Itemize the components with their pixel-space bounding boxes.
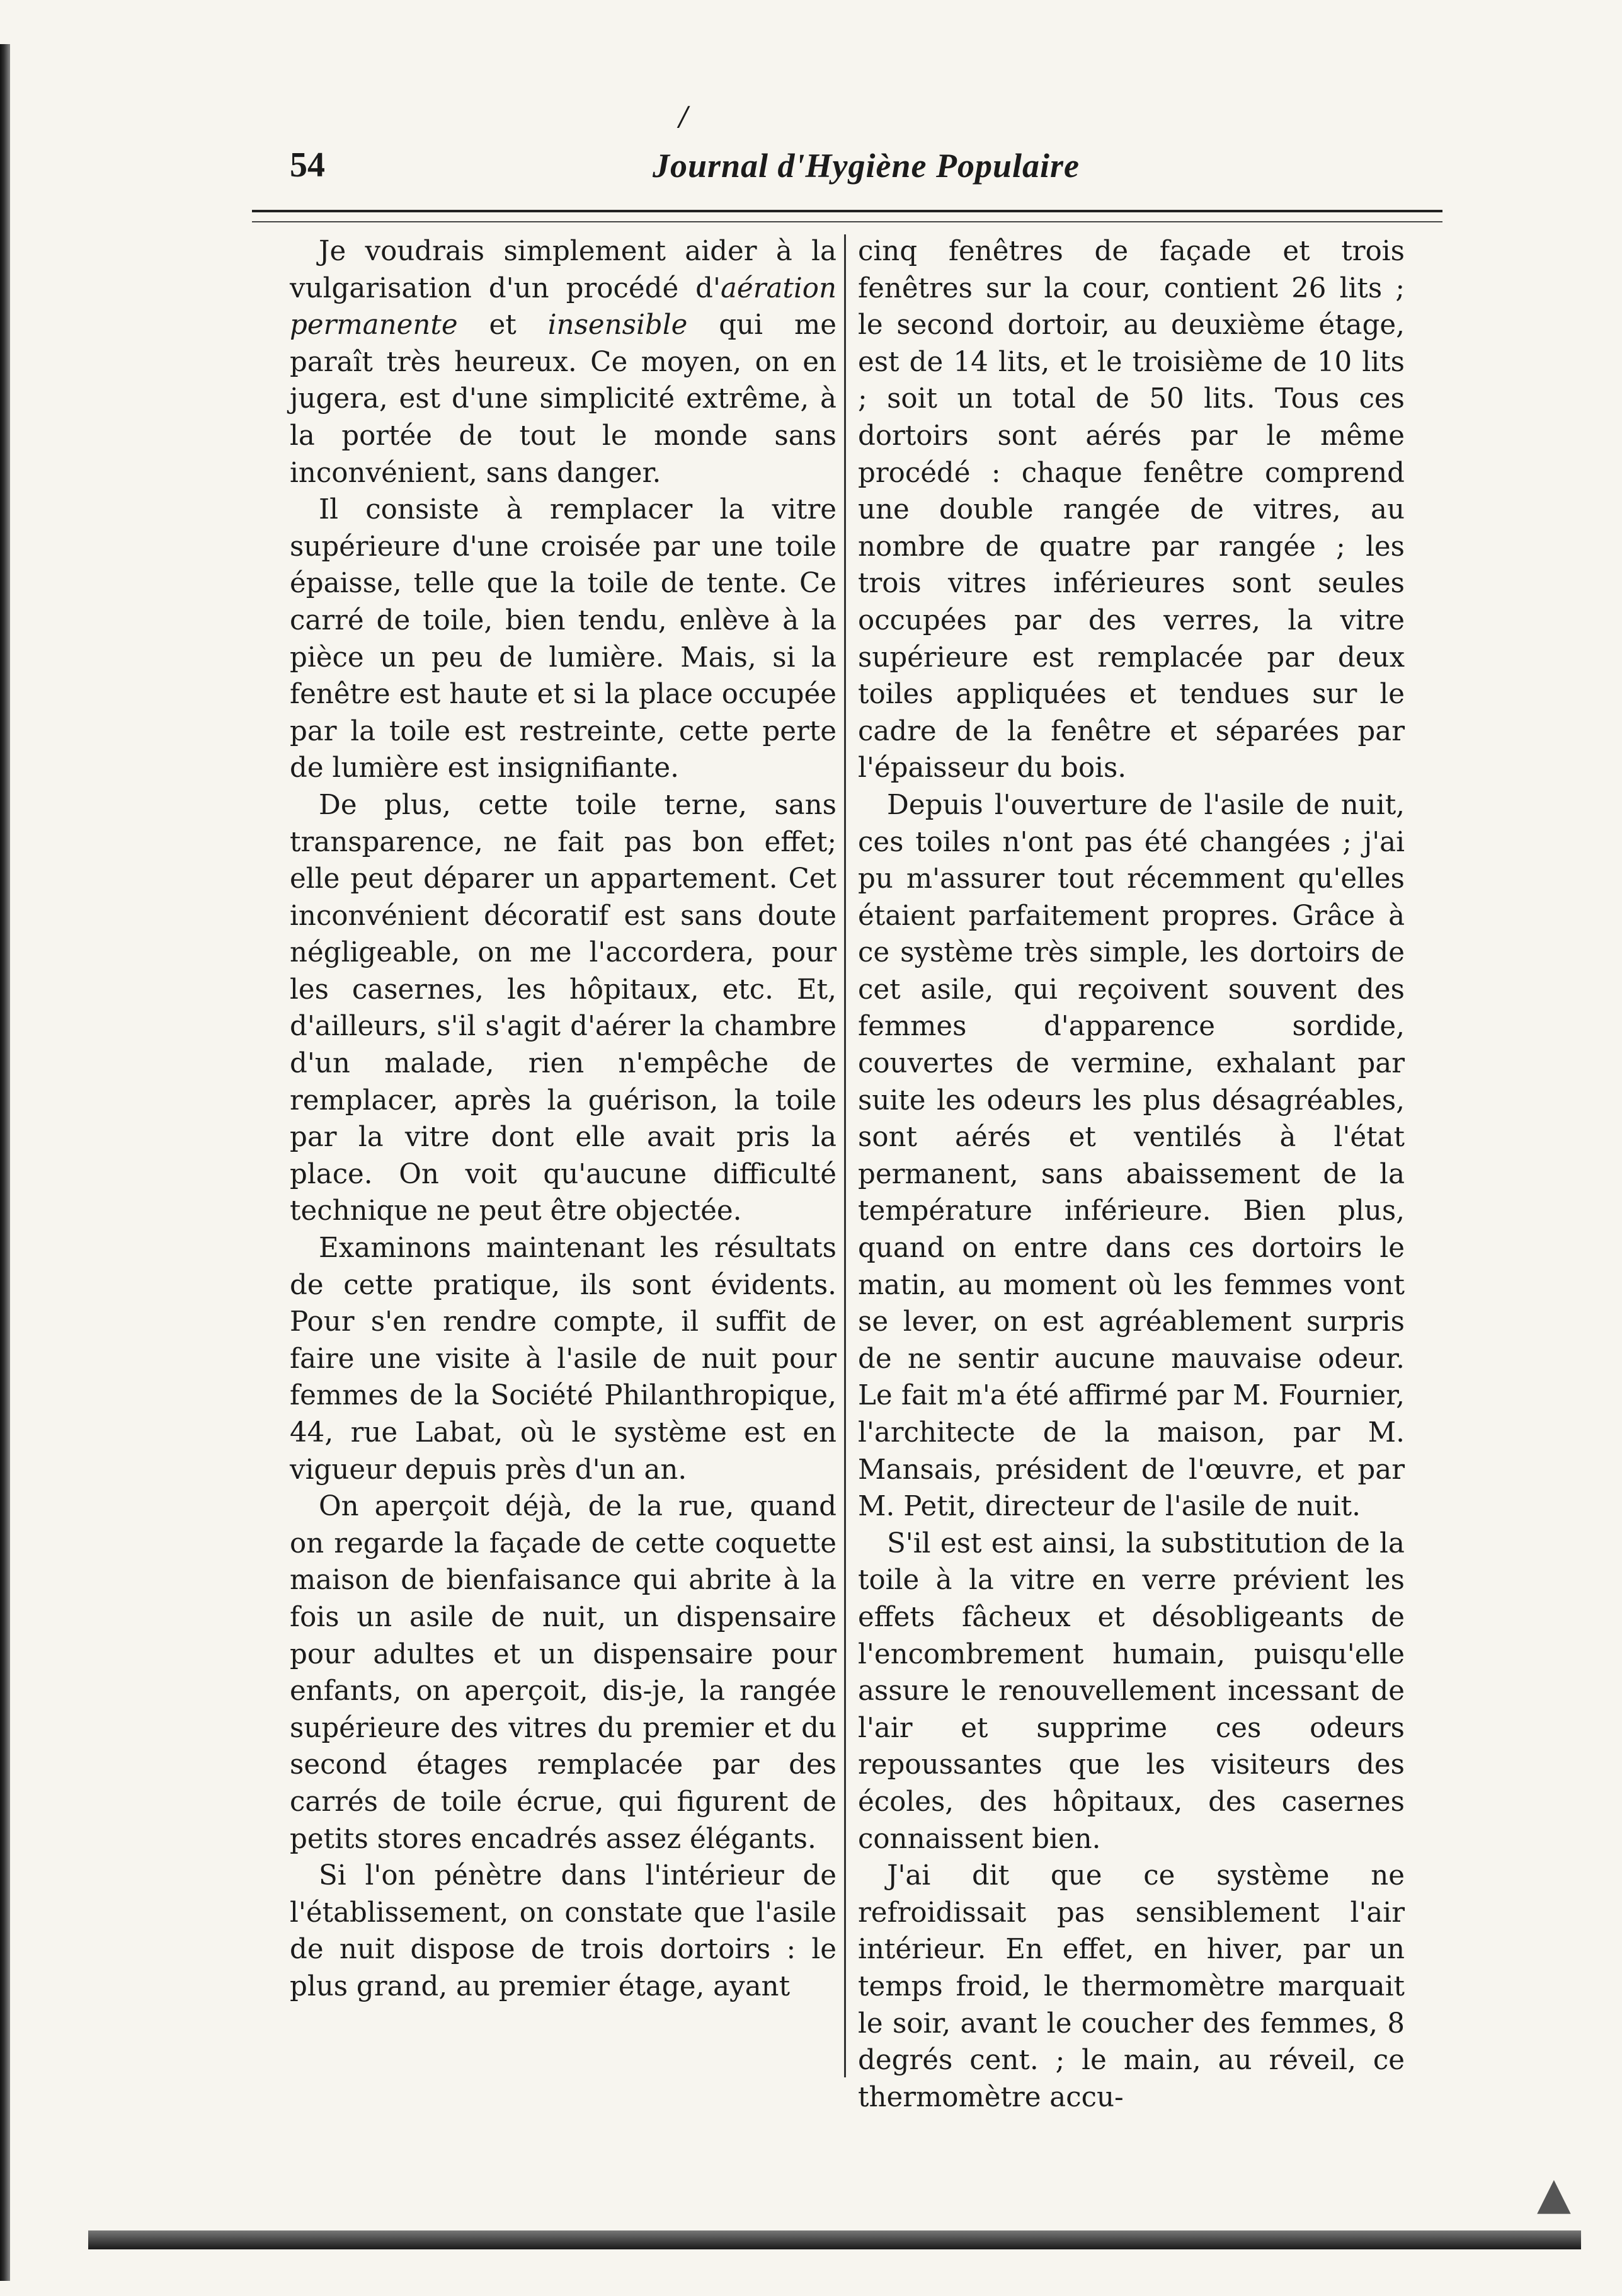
- paragraph: [290, 233, 837, 491]
- running-title: Journal d'Hygiène Populaire: [652, 147, 1080, 185]
- text-run: qui me paraît très heureux. Ce moyen, on en jugera, est d'une simplicité extrême, à la portée de tout le monde sans inconvénient, sans danger.: [290, 309, 837, 489]
- italic-text: insensible: [547, 309, 688, 342]
- top-mark: /: [679, 101, 688, 132]
- paragraph: cinq fenêtres de façade et trois fenêtres sur la cour, contient 26 lits ; le second dortoir, au deuxième étage, est de 14 lits, et le troisième de 10 lits ; soit un total de 50 lits. Tous ces dortoirs sont aérés par le même procédé : chaque fenêtre comprend une double rangée de vitres, au nombre de quatre par rangée ; les trois vitres inférieures sont seules occupées par des verres, la vitre supérieure est remplacée par deux toiles appliquées et tendues sur le cadre de la fenêtre et séparées par l'épaisseur du bois.: [858, 236, 1405, 784]
- left-column: [290, 233, 837, 2006]
- scan-speck: ▲: [1537, 2167, 1571, 2219]
- scan-edge-bottom: [88, 2230, 1581, 2249]
- paragraph: Examinons maintenant les résultats de cette pratique, ils sont évidents. Pour s'en rendre compte, il suffit de faire une visite à l'asile de nuit pour femmes de la Société Philanthropique, 44, rue Labat, où le système est en vigueur depuis près d'un an.: [290, 1232, 837, 1486]
- paragraph: Il consiste à remplacer la vitre supérieure d'une croisée par une toile épaisse, telle que la toile de tente. Ce carré de toile, bien tendu, enlève à la pièce un peu de lumière. Mais, si la fenêtre est haute et si la place occupée par la toile est restreinte, cette perte de lumière est insignifiante.: [290, 494, 837, 784]
- paragraph: De plus, cette toile terne, sans transparence, ne fait pas bon effet; elle peut déparer un appartement. Cet inconvénient décoratif est sans doute négligeable, on me l'accordera, pour les casernes, les hôpitaux, etc. Et, d'ailleurs, s'il s'agit d'aérer la chambre d'un malade, rien n'empêche de remplacer, après la guérison, la toile par la vitre dont elle avait pris la place. On voit qu'aucune difficulté technique ne peut être objectée.: [290, 789, 837, 1227]
- page-header: [290, 145, 1442, 195]
- column-divider: [844, 234, 846, 2077]
- paragraph: Depuis l'ouverture de l'asile de nuit, ces toiles n'ont pas été changées ; j'ai pu m'assurer tout récemment qu'elles étaient parfaitement propres. Grâce à ce système très simple, les dortoirs de cet asile, qui reçoivent souvent des femmes d'apparence sordide, couvertes de vermine, exhalant par suite les odeurs les plus désagréables, sont aérés et ventilés à l'état permanent, sans abaissement de la température inférieure. Bien plus, quand on entre dans ces dortoirs le matin, au moment où les femmes vont se lever, on est agréablement surpris de ne sentir aucune mauvaise odeur. Le fait m'a été affirmé par M. Fournier, l'architecte de la maison, par M. Mansais, président de l'œuvre, et par M. Petit, directeur de l'asile de nuit.: [858, 789, 1405, 1523]
- right-column: [858, 233, 1405, 2116]
- scan-edge-left: [0, 44, 10, 2281]
- header-rule: [252, 210, 1442, 222]
- text-run: Je voudrais simplement aider à la vulgarisation d'un procédé d': [290, 236, 837, 304]
- paragraph: Si l'on pénètre dans l'intérieur de l'établissement, on constate que l'asile de nuit dispose de trois dortoirs : le plus grand, au premier étage, ayant: [290, 1860, 837, 2002]
- text-run: et: [457, 309, 548, 342]
- italic-text: aération permanente: [290, 272, 837, 342]
- paragraph: On aperçoit déjà, de la rue, quand on regarde la façade de cette coquette maison de bienfaisance qui abrite à la fois un asile de nuit, un dispensaire pour adultes et un dispensaire pour enfants, on aperçoit, dis-je, la rangée supérieure des vitres du premier et du second étages remplacée par des carrés de toile écrue, qui figurent de petits stores encadrés assez élégants.: [290, 1491, 837, 1855]
- paragraph: S'il est est ainsi, la substitution de la toile à la vitre en verre prévient les effets fâcheux et désobligeants de l'encombrement humain, puisqu'elle assure le renouvellement incessant de l'air et supprime ces odeurs repoussantes que les visiteurs des écoles, des hôpitaux, des casernes connaissent bien.: [858, 1527, 1405, 1855]
- paragraph: J'ai dit que ce système ne refroidissait pas sensiblement l'air intérieur. En effet, en hiver, par un temps froid, le thermomètre marquait le soir, avant le coucher des femmes, 8 degrés cent. ; le main, au réveil, ce thermomètre accu-: [858, 1860, 1405, 2113]
- page-number: 54: [290, 146, 325, 185]
